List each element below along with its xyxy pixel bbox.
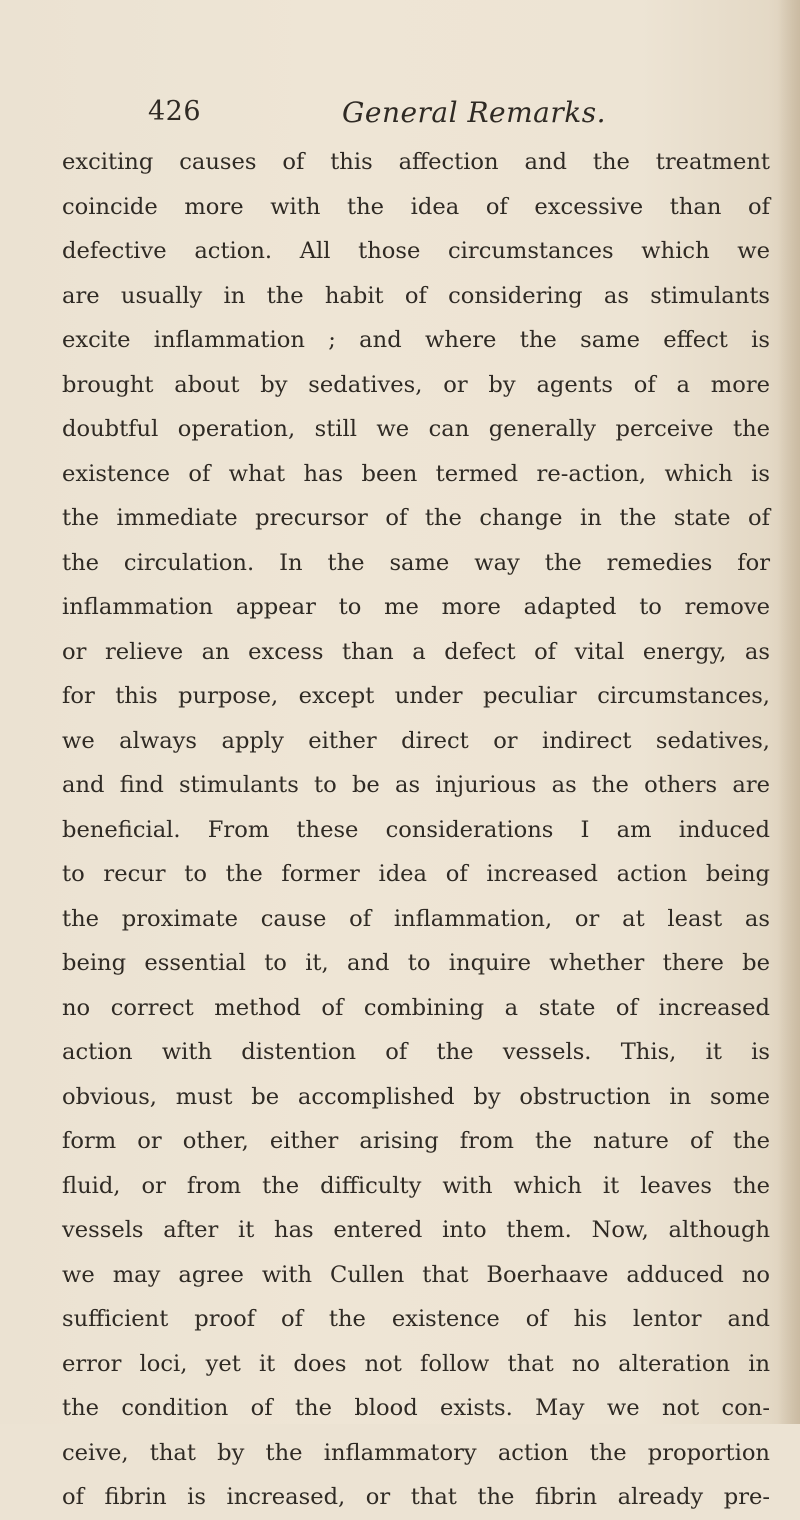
text-line: we may agree with Cullen that Boerhaave adduced no: [62, 1261, 770, 1288]
text-line: brought about by sedatives, or by agents of a more: [62, 371, 770, 398]
text-line: sufficient proof of the existence of his lentor and: [62, 1306, 770, 1332]
text-line: obvious, must be accomplished by obstruction in some: [62, 1083, 770, 1110]
text-line: the immediate precursor of the change in the state of: [62, 505, 770, 531]
body-text: [62, 140, 770, 1520]
text-line: and find stimulants to be as injurious as the others are: [62, 772, 770, 798]
text-line: are usually in the habit of considering as stimulants: [62, 282, 770, 309]
text-line: or relieve an excess than a defect of vital energy, as: [62, 638, 770, 665]
text-line: fluid, or from the difficulty with which it leaves the: [62, 1172, 770, 1199]
page-edge-shadow: [778, 0, 800, 1424]
text-line: doubtful operation, still we can generally perceive the: [62, 416, 770, 442]
text-line: exciting causes of this affection and the treatment: [62, 149, 770, 175]
text-line: existence of what has been termed re-action, which is: [62, 460, 770, 487]
text-line: of fibrin is increased, or that the fibrin already pre-: [62, 1484, 770, 1510]
text-line: ceive, that by the inflammatory action the proportion: [62, 1439, 770, 1466]
text-line: beneficial. From these considerations I am induced: [62, 816, 770, 843]
running-head: General Remarks.: [342, 96, 606, 129]
text-line: error loci, yet it does not follow that no alteration in: [62, 1350, 770, 1377]
text-line: defective action. All those circumstances which we: [62, 238, 770, 264]
text-line: the proximate cause of inflammation, or at least as: [62, 905, 770, 932]
text-line: the condition of the blood exists. May we not con-: [62, 1395, 770, 1421]
page-header: [148, 96, 608, 136]
text-line: for this purpose, except under peculiar circumstances,: [62, 683, 770, 709]
page-number: 426: [148, 96, 202, 127]
text-line: vessels after it has entered into them. Now, although: [62, 1217, 770, 1243]
text-line: form or other, either arising from the nature of the: [62, 1128, 770, 1154]
text-line: the circulation. In the same way the remedies for: [62, 549, 770, 576]
text-line: excite inflammation ; and where the same effect is: [62, 327, 770, 353]
text-line: coincide more with the idea of excessive than of: [62, 193, 770, 220]
text-line: inflammation appear to me more adapted to remove: [62, 594, 770, 620]
text-line: to recur to the former idea of increased action being: [62, 861, 770, 887]
text-line: action with distention of the vessels. This, it is: [62, 1039, 770, 1065]
text-line: we always apply either direct or indirect sedatives,: [62, 727, 770, 754]
text-line: no correct method of combining a state of increased: [62, 994, 770, 1021]
text-line: being essential to it, and to inquire whether there be: [62, 950, 770, 976]
